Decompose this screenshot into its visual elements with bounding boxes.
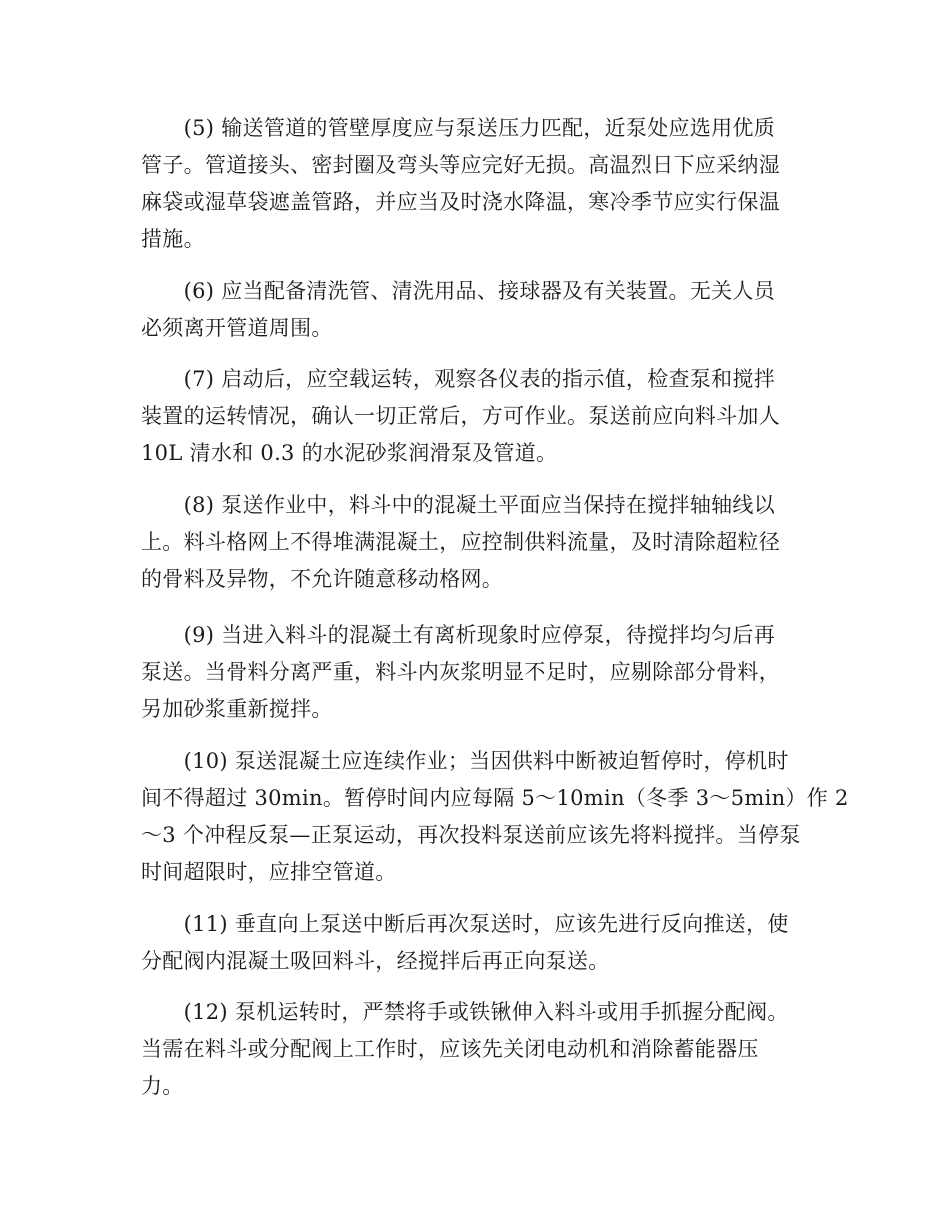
paragraph-line: 必须离开管道周围。: [141, 316, 333, 340]
paragraph-line: (11) 垂直向上泵送中断后再次泵送时，应该先进行反向推送，使: [141, 912, 789, 936]
paragraph-line: (6) 应当配备清洗管、清洗用品、接球器及有关装置。无关人员: [141, 279, 776, 303]
paragraph-line: (10) 泵送混凝土应连续作业；当因供料中断被迫暂停时，停机时: [141, 749, 789, 773]
paragraph-line: (9) 当进入料斗的混凝土有离析现象时应停泵，待搅拌均匀后再: [141, 623, 776, 647]
paragraph-line: 泵送。当骨料分离严重，料斗内灰浆明显不足时，应剔除部分骨料，: [141, 660, 780, 684]
paragraph-line: 间不得超过 30min。暂停时间内应每隔 5～10min（冬季 3～5min）作 2: [141, 786, 849, 810]
paragraph-line: (5) 输送管道的管壁厚度应与泵送压力匹配，近泵处应选用优质: [141, 116, 776, 140]
paragraph-line: 10L 清水和 0.3 的水泥砂浆润滑泵及管道。: [141, 441, 558, 465]
paragraph-10: [141, 743, 849, 891]
paragraph-9: [141, 617, 813, 728]
paragraph-line: 力。: [141, 1074, 184, 1098]
paragraph-5: [141, 110, 813, 258]
paragraph-line: 分配阀内混凝土吸回料斗，经搅拌后再正向泵送。: [141, 949, 610, 973]
paragraph-line: 时间超限时，应排空管道。: [141, 860, 397, 884]
paragraph-line: (12) 泵机运转时，严禁将手或铁锹伸入料斗或用手抓握分配阀。: [141, 1000, 789, 1024]
paragraph-line: 当需在料斗或分配阀上工作时，应该先关闭电动机和消除蓄能器压: [141, 1037, 759, 1061]
paragraph-line: (7) 启动后，应空载运转，观察各仪表的指示值，检查泵和搅拌: [141, 367, 776, 391]
paragraph-line: 另加砂浆重新搅拌。: [141, 697, 333, 721]
paragraph-line: 麻袋或湿草袋遮盖管路，并应当及时浇水降温，寒冷季节应实行保温: [141, 190, 780, 214]
paragraph-line: 装置的运转情况，确认一切正常后，方可作业。泵送前应向料斗加人: [141, 404, 780, 428]
paragraph-6: [141, 273, 813, 347]
paragraph-11: [141, 906, 813, 980]
paragraph-line: 管子。管道接头、密封圈及弯头等应完好无损。高温烈日下应采纳湿: [141, 153, 780, 177]
paragraph-line: 上。料斗格网上不得堆满混凝土，应控制供料流量，及时清除超粒径: [141, 530, 780, 554]
paragraph-line: 措施。: [141, 227, 205, 251]
paragraph-line: (8) 泵送作业中，料斗中的混凝土平面应当保持在搅拌轴轴线以: [141, 493, 776, 517]
paragraph-7: [141, 361, 813, 472]
paragraph-line: ～3 个冲程反泵—正泵运动，再次投料泵送前应该先将料搅拌。当停泵: [141, 823, 801, 847]
paragraph-8: [141, 487, 813, 598]
paragraph-12: [141, 994, 813, 1105]
paragraph-line: 的骨料及异物，不允许随意移动格网。: [141, 567, 504, 591]
